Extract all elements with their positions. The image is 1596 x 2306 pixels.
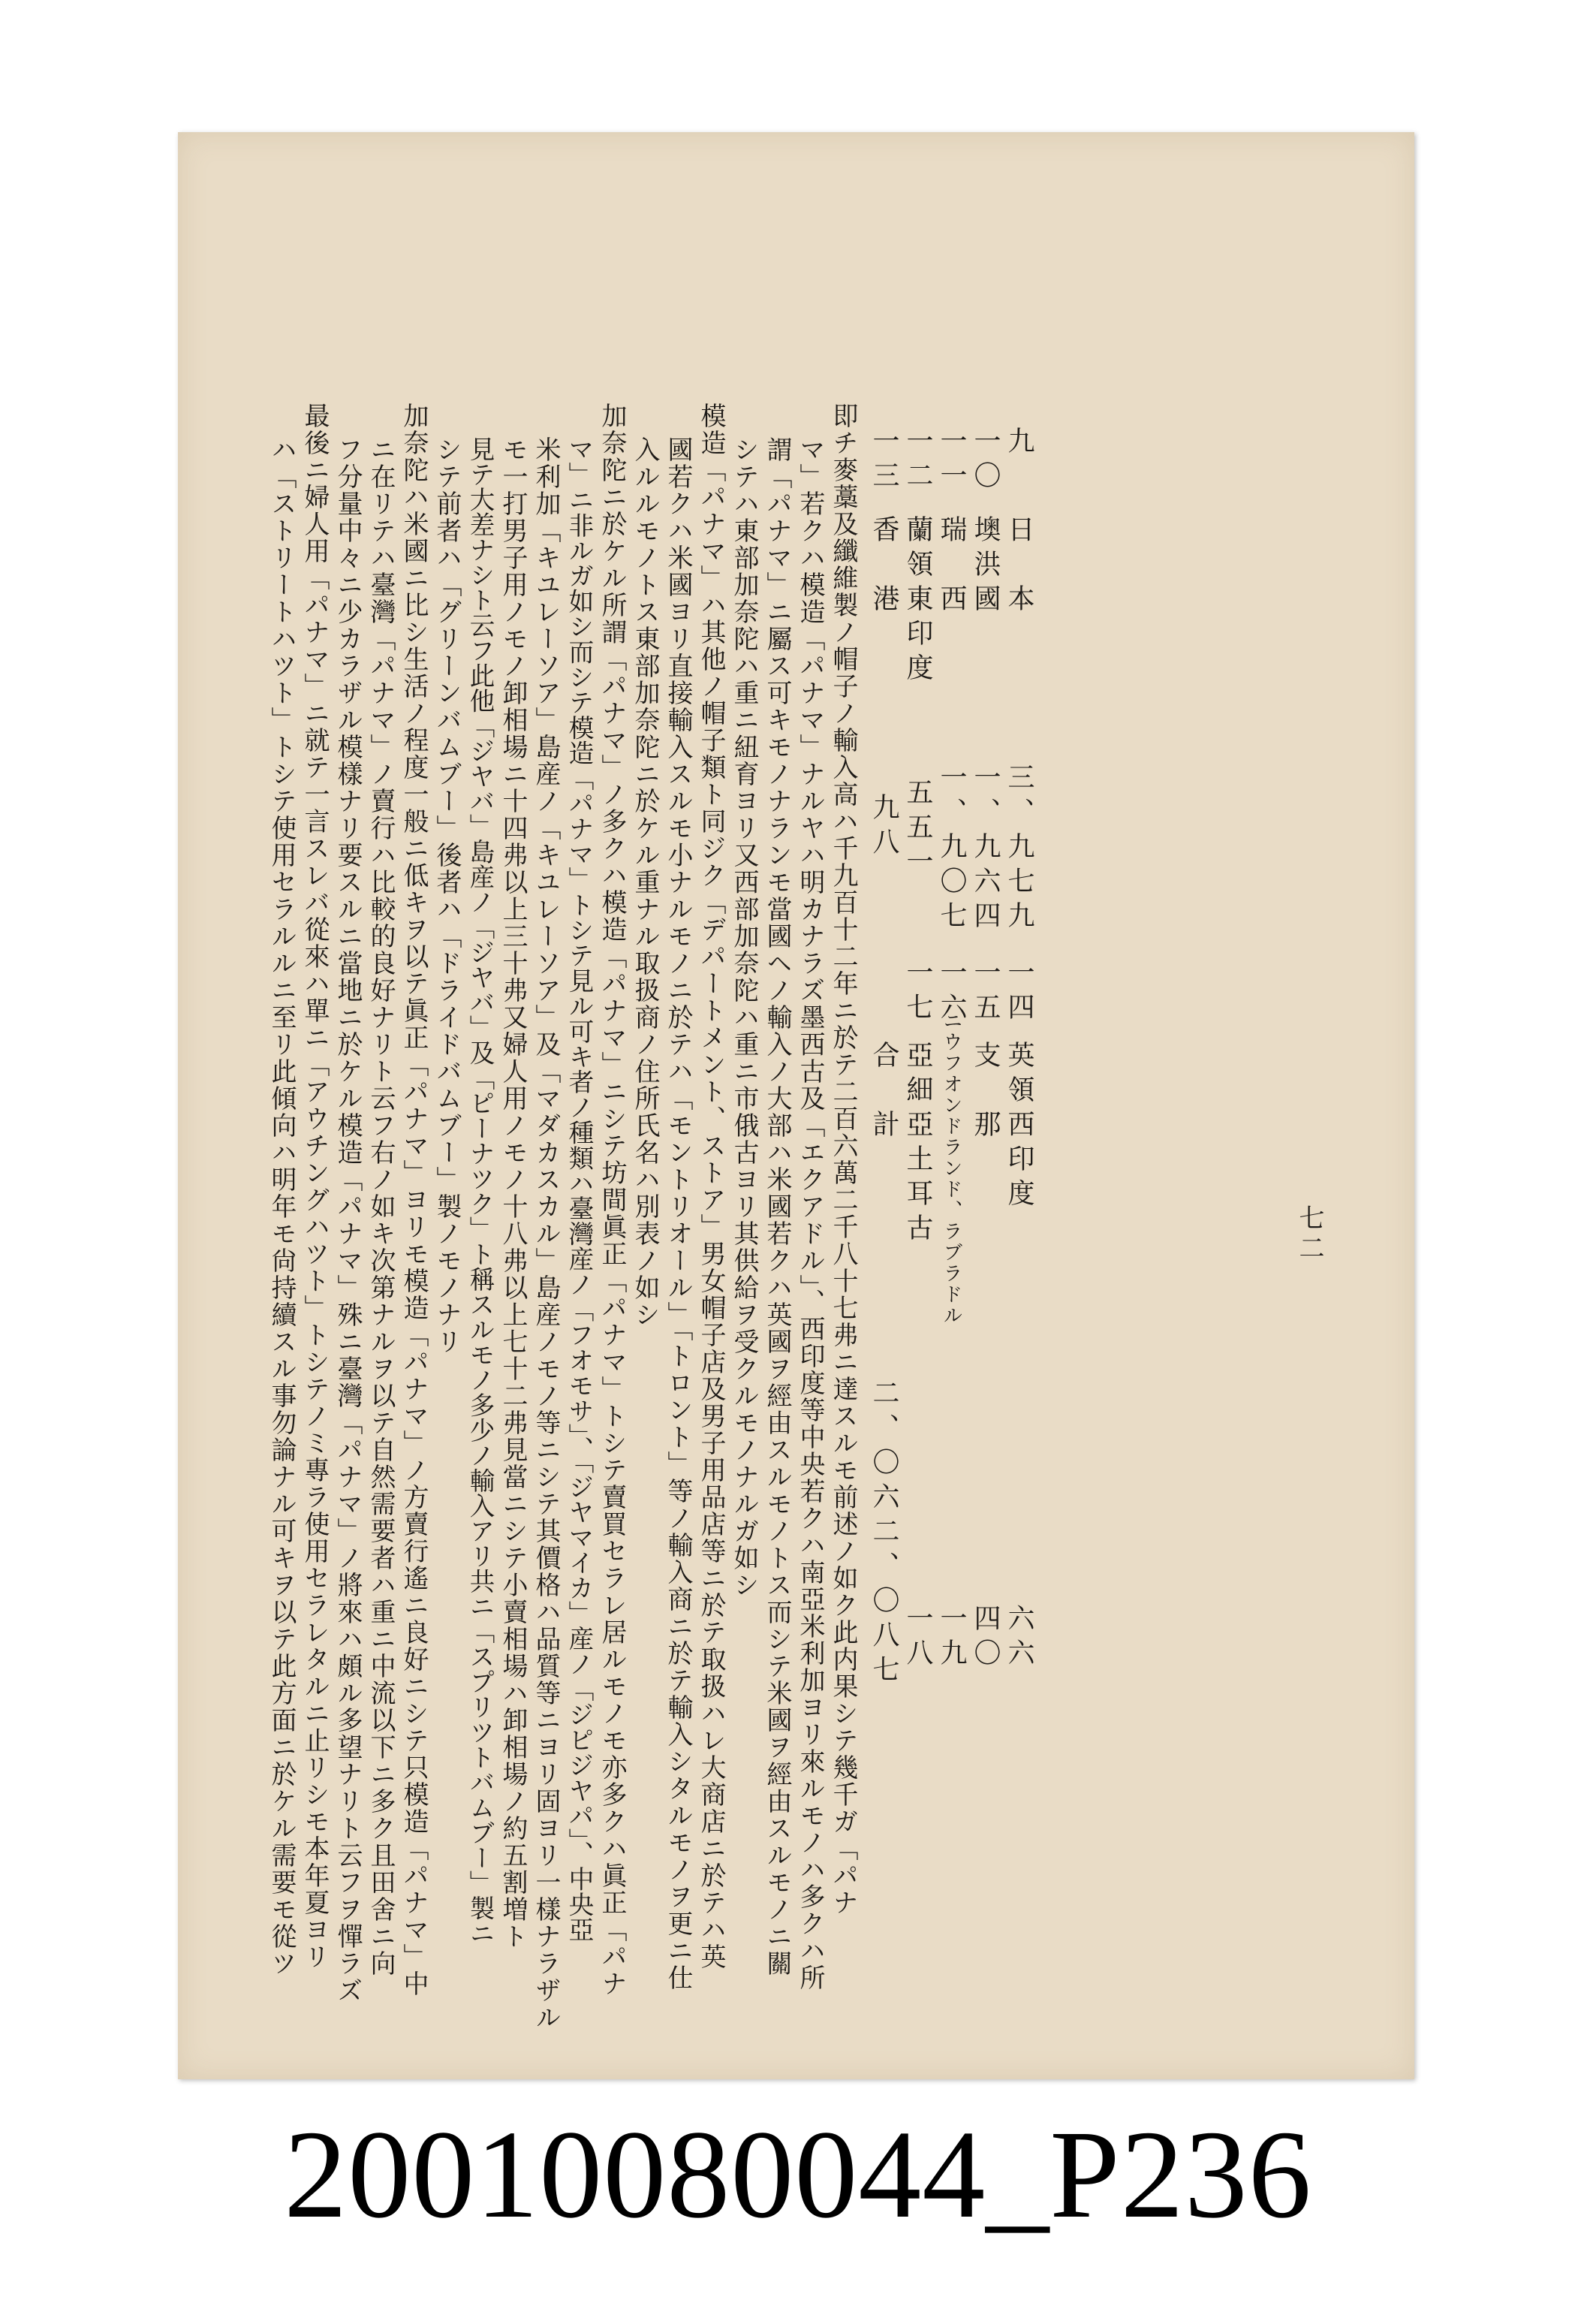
table-row-left: 一三 bbox=[869, 427, 899, 496]
table-row-right: 一七 bbox=[902, 958, 933, 1027]
body-line: 國若クハ米國ヨリ直接輸入スルモ小ナルモノニ於テハ「モントリオール」「トロント」等ノ輸入商ニ於テ輸入シタルモノヲ更ニ仕 bbox=[663, 436, 693, 1991]
document-page bbox=[178, 132, 1414, 2079]
table-country: 亞細亞土耳古 bbox=[902, 1041, 933, 1248]
table-value: 一八 bbox=[902, 1604, 933, 1673]
body-line: マ」若クハ模造「パナマ」ナルヤハ明カナラズ墨西古及「エクアドル」、西印度等中央若クハ南亞米利加ヨリ來ルモノハ多クハ所 bbox=[795, 436, 825, 1991]
table-row-left: 一一 bbox=[936, 427, 967, 496]
body-line: 加奈陀ハ米國ニ比シ生活ノ程度一般ニ低キヲ以テ眞正「パナマ」ヨリモ模造「パナマ」ノ方賣行遙ニ良好ニシテ只模造「パナマ」中 bbox=[399, 402, 429, 1997]
body-line: シテ前者ハ「グリーンバムブー」後者ハ「ドライドバムブー」製ノモノナリ bbox=[432, 436, 462, 1355]
table-value: 一九 bbox=[936, 1604, 967, 1673]
body-line: シテハ東部加奈陀ハ重ニ紐育ヨリ又西部加奈陀ハ重ニ市俄古ヨリ其供給ヲ受クルモノナルガ如シ bbox=[729, 436, 759, 1599]
body-line: モ一打男子用ノモノ卸相場ニ十四弗以上三十弗又婦人用ノモノ十八弗以上七十二弗見當ニシテ小賣相場ハ卸相場ノ約五割増ト bbox=[498, 436, 528, 1950]
table-value: 五五一 bbox=[902, 778, 933, 882]
table-country: 蘭領東印度 bbox=[902, 515, 933, 688]
body-line: マ」ニ非ルガ如シ而シテ模造「パナマ」トシテ見ル可キ者ノ種類ハ臺灣産ノ「フオモサ」、「ジヤマイカ」産ノ「ジピジヤパ」、中央亞 bbox=[565, 436, 594, 1943]
table-value: 四〇 bbox=[970, 1604, 1001, 1673]
table-value: 六六 bbox=[1004, 1604, 1034, 1673]
body-line: 見テ大差ナシト云フ此他「ジヤバ」島産ノ「ジヤバ」及「ピーナツク」ト稱スルモノ多少ノ輸入アリ共ニ「スプリツトバムブー」製ニ bbox=[465, 436, 495, 1946]
table-country: 瑞 西 bbox=[936, 515, 967, 619]
body-line: 最後ニ婦人用「パナマ」ニ就テ一言スレバ從來ハ單ニ「アウチングハツト」トシテノミ專ラ使用セラレタルニ止リシモ本年夏ヨリ bbox=[300, 402, 330, 1970]
table-row-left: 九 bbox=[1004, 427, 1034, 461]
table-row-right: 一五 bbox=[970, 958, 1001, 1027]
body-line: 加奈陀ニ於ケル所謂「パナマ」ノ多クハ模造「パナマ」ニシテ坊間眞正「パナマ」トシテ賣買セラレ居ルモノモ亦多クハ眞正「パナ bbox=[597, 402, 627, 1997]
table-country: 合 計 bbox=[869, 1041, 899, 1144]
table-row-left: 一〇 bbox=[970, 427, 1001, 496]
body-line: 入ルルモノトス東部加奈陀ニ於ケル重ナル取扱商ノ住所氏名ハ別表ノ如シ bbox=[630, 436, 660, 1328]
table-country: 香 港 bbox=[869, 515, 899, 619]
table-country: 支 那 bbox=[970, 1041, 1001, 1144]
body-line: 即チ麥藁及纖維製ノ帽子ノ輸入高ハ千九百十二年ニ於テ二百六萬二千八十七弗ニ達スルモ前述ノ如ク此内果シテ幾千ガ「パナ bbox=[828, 402, 858, 1916]
table-country: 英領西印度 bbox=[1004, 1041, 1034, 1213]
table-value: 九八 bbox=[869, 793, 899, 862]
table-value: 三、九七九 bbox=[1004, 763, 1034, 936]
body-line: 謂「パナマ」ニ屬ス可キモノナランモ當國ヘノ輸入ノ大部ハ米國若クハ英國ヲ經由スルモノトス而シテ米國ヲ經由スルモノニ關 bbox=[762, 436, 792, 1977]
body-line: 模造「パナマ」ハ其他ノ帽子類ト同ジク「デパートメント、ストア」男女帽子店及男子用品店等ニ於テ取扱ハレ大商店ニ於テハ英 bbox=[696, 402, 726, 1970]
body-line: ハ「ストリートハツト」トシテ使用セラルルニ至リ此傾向ハ明年モ尙持續スル事勿論ナル可キヲ以テ此方面ニ於ケル需要モ從ツ bbox=[267, 436, 297, 1977]
body-line: 米利加「キユレーソア」島産ノ「キユレーソア」及「マダカスカル」島産ノモノ等ニシテ其價格ハ品質等ニヨリ固ヨリ一樣ナラザル bbox=[531, 436, 561, 2031]
body-line: フ分量中々ニ少カラザル模樣ナリ要スルニ當地ニ於ケル模造「パナマ」殊ニ臺灣「パナマ」ノ將來ハ頗ル多望ナリト云フヲ憚ラズ bbox=[333, 436, 363, 2004]
table-row-right: 一四 bbox=[1004, 958, 1034, 1027]
body-line: ニ在リテハ臺灣「パナマ」ノ賣行ハ比較的良好ナリト云フ右ノ如キ次第ナルヲ以テ自然需要者ハ重ニ中流以下ニ多ク且田舍ニ向 bbox=[366, 436, 396, 1977]
table-row-left: 一二 bbox=[902, 427, 933, 496]
table-value: 一、九〇七 bbox=[936, 763, 967, 936]
page-number: 七二 bbox=[1294, 1204, 1324, 1265]
table-value: 一、九六四 bbox=[970, 763, 1001, 936]
table-value: 二、〇六二、〇八七 bbox=[869, 1379, 899, 1690]
table-country: 墺洪國 bbox=[970, 515, 1001, 619]
table-country: ニウフオンドランド、ラブラドル bbox=[940, 1011, 962, 1326]
table-row-right: 一六 bbox=[936, 958, 967, 1027]
image-id-caption: 20010080044_P236 bbox=[284, 2105, 1312, 2244]
table-country: 日 本 bbox=[1004, 515, 1034, 619]
